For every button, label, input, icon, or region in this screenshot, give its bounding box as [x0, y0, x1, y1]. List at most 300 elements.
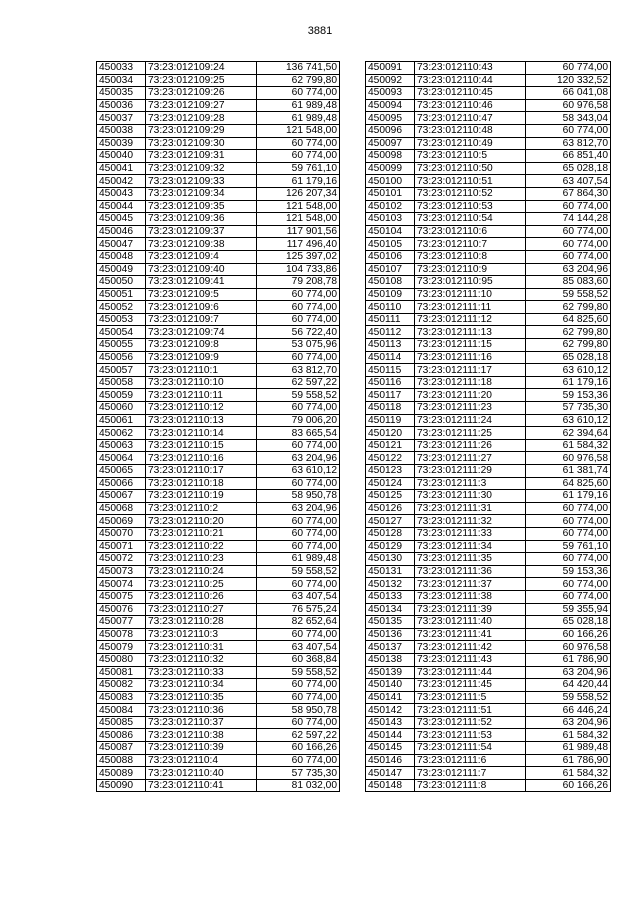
cadastral-number-cell: 73:23:012110:54	[415, 213, 526, 226]
record-number-cell: 450066	[97, 477, 146, 490]
record-number-cell: 450124	[366, 477, 415, 490]
table-row	[97, 679, 340, 692]
table-row	[366, 779, 611, 792]
cadastral-number-cell: 73:23:012111:16	[415, 351, 526, 364]
table-row	[366, 490, 611, 503]
cadastral-number-cell: 73:23:012110:52	[415, 187, 526, 200]
cadastral-number-cell: 73:23:012109:41	[146, 276, 257, 289]
cadastral-number-cell: 73:23:012111:5	[415, 691, 526, 704]
record-number-cell: 450118	[366, 402, 415, 415]
cadastral-number-cell: 73:23:012109:9	[146, 351, 257, 364]
cadastral-number-cell: 73:23:012110:34	[146, 679, 257, 692]
amount-cell: 61 989,48	[257, 553, 340, 566]
record-number-cell: 450144	[366, 729, 415, 742]
table-row	[366, 540, 611, 553]
record-number-cell: 450142	[366, 704, 415, 717]
cadastral-number-cell: 73:23:012109:35	[146, 200, 257, 213]
amount-cell: 60 774,00	[257, 515, 340, 528]
record-number-cell: 450058	[97, 376, 146, 389]
table-row	[97, 716, 340, 729]
table-row	[97, 628, 340, 641]
amount-cell: 117 496,40	[257, 238, 340, 251]
table-row	[97, 477, 340, 490]
amount-cell: 64 825,60	[526, 313, 611, 326]
table-row	[97, 490, 340, 503]
record-number-cell: 450102	[366, 200, 415, 213]
table-row	[366, 250, 611, 263]
table-row	[366, 578, 611, 591]
record-number-cell: 450079	[97, 641, 146, 654]
amount-cell: 61 989,48	[257, 112, 340, 125]
table-row	[97, 351, 340, 364]
record-number-cell: 450065	[97, 465, 146, 478]
cadastral-number-cell: 73:23:012110:3	[146, 628, 257, 641]
record-number-cell: 450041	[97, 162, 146, 175]
cadastral-number-cell: 73:23:012110:22	[146, 540, 257, 553]
amount-cell: 60 774,00	[257, 150, 340, 163]
record-number-cell: 450046	[97, 225, 146, 238]
cadastral-number-cell: 73:23:012109:26	[146, 87, 257, 100]
record-number-cell: 450140	[366, 679, 415, 692]
table-row	[97, 74, 340, 87]
cadastral-number-cell: 73:23:012110:48	[415, 124, 526, 137]
cadastral-number-cell: 73:23:012110:41	[146, 779, 257, 792]
table-row	[97, 603, 340, 616]
amount-cell: 57 735,30	[257, 767, 340, 780]
record-number-cell: 450049	[97, 263, 146, 276]
amount-cell: 59 355,94	[526, 603, 611, 616]
cadastral-number-cell: 73:23:012110:12	[146, 402, 257, 415]
record-number-cell: 450128	[366, 527, 415, 540]
table-row	[366, 716, 611, 729]
amount-cell: 121 548,00	[257, 124, 340, 137]
amount-cell: 60 774,00	[257, 137, 340, 150]
table-row	[366, 477, 611, 490]
table-row	[366, 414, 611, 427]
amount-cell: 126 207,34	[257, 187, 340, 200]
cadastral-number-cell: 73:23:012109:31	[146, 150, 257, 163]
cadastral-number-cell: 73:23:012109:5	[146, 288, 257, 301]
cadastral-number-cell: 73:23:012111:45	[415, 679, 526, 692]
table-row	[366, 175, 611, 188]
amount-cell: 65 028,18	[526, 162, 611, 175]
cadastral-number-cell: 73:23:012110:6	[415, 225, 526, 238]
table-row	[97, 540, 340, 553]
cadastral-number-cell: 73:23:012111:41	[415, 628, 526, 641]
table-row	[366, 339, 611, 352]
amount-cell: 60 774,00	[257, 402, 340, 415]
table-row	[366, 112, 611, 125]
cadastral-number-cell: 73:23:012111:52	[415, 716, 526, 729]
cadastral-number-cell: 73:23:012109:7	[146, 313, 257, 326]
record-number-cell: 450148	[366, 779, 415, 792]
table-row	[366, 679, 611, 692]
amount-cell: 81 032,00	[257, 779, 340, 792]
amount-cell: 61 179,16	[526, 490, 611, 503]
record-number-cell: 450043	[97, 187, 146, 200]
cadastral-number-cell: 73:23:012110:21	[146, 527, 257, 540]
table-row	[366, 62, 611, 75]
cadastral-number-cell: 73:23:012111:6	[415, 754, 526, 767]
cadastral-number-cell: 73:23:012110:37	[146, 716, 257, 729]
record-number-cell: 450067	[97, 490, 146, 503]
table-row	[366, 767, 611, 780]
cadastral-number-cell: 73:23:012109:37	[146, 225, 257, 238]
record-number-cell: 450087	[97, 742, 146, 755]
amount-cell: 63 204,96	[526, 716, 611, 729]
amount-cell: 62 597,22	[257, 376, 340, 389]
cadastral-number-cell: 73:23:012110:9	[415, 263, 526, 276]
record-number-cell: 450088	[97, 754, 146, 767]
table-row	[97, 213, 340, 226]
cadastral-number-cell: 73:23:012111:26	[415, 439, 526, 452]
record-number-cell: 450044	[97, 200, 146, 213]
table-row	[366, 313, 611, 326]
cadastral-number-cell: 73:23:012111:18	[415, 376, 526, 389]
amount-cell: 63 407,54	[257, 641, 340, 654]
record-number-cell: 450127	[366, 515, 415, 528]
record-number-cell: 450117	[366, 389, 415, 402]
record-number-cell: 450045	[97, 213, 146, 226]
record-number-cell: 450108	[366, 276, 415, 289]
record-number-cell: 450141	[366, 691, 415, 704]
cadastral-number-cell: 73:23:012109:8	[146, 339, 257, 352]
table-row	[366, 364, 611, 377]
table-row	[97, 616, 340, 629]
amount-cell: 63 407,54	[526, 175, 611, 188]
cadastral-number-cell: 73:23:012110:46	[415, 99, 526, 112]
amount-cell: 63 610,12	[257, 465, 340, 478]
cadastral-number-cell: 73:23:012110:7	[415, 238, 526, 251]
table-row	[97, 666, 340, 679]
amount-cell: 60 976,58	[526, 641, 611, 654]
table-row	[366, 238, 611, 251]
cadastral-number-cell: 73:23:012109:28	[146, 112, 257, 125]
cadastral-number-cell: 73:23:012111:39	[415, 603, 526, 616]
record-number-cell: 450086	[97, 729, 146, 742]
cadastral-number-cell: 73:23:012111:53	[415, 729, 526, 742]
amount-cell: 60 774,00	[526, 250, 611, 263]
cadastral-number-cell: 73:23:012109:36	[146, 213, 257, 226]
amount-cell: 60 368,84	[257, 653, 340, 666]
table-row	[97, 313, 340, 326]
amount-cell: 60 774,00	[526, 502, 611, 515]
table-row	[97, 465, 340, 478]
cadastral-number-cell: 73:23:012110:36	[146, 704, 257, 717]
record-number-cell: 450090	[97, 779, 146, 792]
record-number-cell: 450076	[97, 603, 146, 616]
record-number-cell: 450055	[97, 339, 146, 352]
table-row	[366, 389, 611, 402]
table-row	[97, 250, 340, 263]
cadastral-number-cell: 73:23:012109:40	[146, 263, 257, 276]
record-number-cell: 450054	[97, 326, 146, 339]
record-number-cell: 450119	[366, 414, 415, 427]
record-number-cell: 450135	[366, 616, 415, 629]
record-number-cell: 450113	[366, 339, 415, 352]
table-row	[366, 553, 611, 566]
record-number-cell: 450095	[366, 112, 415, 125]
record-number-cell: 450063	[97, 439, 146, 452]
amount-cell: 60 774,00	[257, 439, 340, 452]
record-number-cell: 450132	[366, 578, 415, 591]
cadastral-number-cell: 73:23:012110:11	[146, 389, 257, 402]
record-number-cell: 450081	[97, 666, 146, 679]
amount-cell: 61 786,90	[526, 754, 611, 767]
cadastral-number-cell: 73:23:012109:74	[146, 326, 257, 339]
amount-cell: 60 166,26	[526, 779, 611, 792]
amount-cell: 62 799,80	[526, 339, 611, 352]
record-number-cell: 450072	[97, 553, 146, 566]
table-row	[366, 515, 611, 528]
amount-cell: 60 774,00	[526, 238, 611, 251]
record-number-cell: 450106	[366, 250, 415, 263]
amount-cell: 60 774,00	[257, 754, 340, 767]
amount-cell: 61 584,32	[526, 767, 611, 780]
table-row	[97, 779, 340, 792]
amount-cell: 120 332,52	[526, 74, 611, 87]
table-row	[366, 527, 611, 540]
amount-cell: 63 610,12	[526, 364, 611, 377]
cadastral-number-cell: 73:23:012109:34	[146, 187, 257, 200]
amount-cell: 59 761,10	[257, 162, 340, 175]
cadastral-number-cell: 73:23:012110:53	[415, 200, 526, 213]
record-number-cell: 450121	[366, 439, 415, 452]
table-row	[366, 603, 611, 616]
amount-cell: 60 774,00	[526, 590, 611, 603]
record-number-cell: 450069	[97, 515, 146, 528]
cadastral-number-cell: 73:23:012110:20	[146, 515, 257, 528]
record-number-cell: 450111	[366, 313, 415, 326]
table-row	[366, 402, 611, 415]
cadastral-number-cell: 73:23:012111:8	[415, 779, 526, 792]
amount-cell: 74 144,28	[526, 213, 611, 226]
cadastral-number-cell: 73:23:012110:35	[146, 691, 257, 704]
cadastral-number-cell: 73:23:012111:42	[415, 641, 526, 654]
table-row	[366, 628, 611, 641]
cadastral-number-cell: 73:23:012110:13	[146, 414, 257, 427]
record-number-cell: 450042	[97, 175, 146, 188]
cadastral-number-cell: 73:23:012111:35	[415, 553, 526, 566]
table-row	[366, 137, 611, 150]
table-row	[97, 641, 340, 654]
cadastral-number-cell: 73:23:012110:95	[415, 276, 526, 289]
record-number-cell: 450092	[366, 74, 415, 87]
cadastral-number-cell: 73:23:012110:51	[415, 175, 526, 188]
record-number-cell: 450147	[366, 767, 415, 780]
table-row	[97, 150, 340, 163]
amount-cell: 82 652,64	[257, 616, 340, 629]
amount-cell: 60 774,00	[257, 540, 340, 553]
amount-cell: 60 774,00	[257, 691, 340, 704]
amount-cell: 60 166,26	[257, 742, 340, 755]
amount-cell: 63 812,70	[257, 364, 340, 377]
amount-cell: 59 761,10	[526, 540, 611, 553]
table-row	[366, 616, 611, 629]
record-number-cell: 450052	[97, 301, 146, 314]
amount-cell: 61 989,48	[257, 99, 340, 112]
amount-cell: 79 006,20	[257, 414, 340, 427]
page-number: 3881	[307, 25, 333, 37]
table-row	[97, 276, 340, 289]
amount-cell: 121 548,00	[257, 200, 340, 213]
amount-cell: 60 774,00	[257, 578, 340, 591]
table-row	[97, 402, 340, 415]
amount-cell: 85 083,60	[526, 276, 611, 289]
table-row	[366, 213, 611, 226]
table-row	[97, 326, 340, 339]
amount-cell: 60 774,00	[526, 578, 611, 591]
table-row	[366, 691, 611, 704]
amount-cell: 59 153,36	[526, 565, 611, 578]
record-number-cell: 450077	[97, 616, 146, 629]
table-row	[366, 465, 611, 478]
amount-cell: 66 851,40	[526, 150, 611, 163]
amount-cell: 61 381,74	[526, 465, 611, 478]
record-number-cell: 450130	[366, 553, 415, 566]
record-number-cell: 450056	[97, 351, 146, 364]
amount-cell: 59 558,52	[257, 666, 340, 679]
cadastral-number-cell: 73:23:012109:30	[146, 137, 257, 150]
cadastral-number-cell: 73:23:012110:5	[415, 150, 526, 163]
table-row	[366, 565, 611, 578]
cadastral-number-cell: 73:23:012111:25	[415, 427, 526, 440]
record-number-cell: 450083	[97, 691, 146, 704]
cadastral-number-cell: 73:23:012111:51	[415, 704, 526, 717]
record-number-cell: 450033	[97, 62, 146, 75]
amount-cell: 60 774,00	[257, 288, 340, 301]
cadastral-number-cell: 73:23:012109:38	[146, 238, 257, 251]
registry-table-left	[96, 61, 340, 792]
table-row	[366, 200, 611, 213]
amount-cell: 64 420,44	[526, 679, 611, 692]
cadastral-number-cell: 73:23:012110:17	[146, 465, 257, 478]
cadastral-number-cell: 73:23:012111:30	[415, 490, 526, 503]
record-number-cell: 450136	[366, 628, 415, 641]
amount-cell: 61 179,16	[257, 175, 340, 188]
table-row	[366, 225, 611, 238]
amount-cell: 60 774,00	[257, 301, 340, 314]
cadastral-number-cell: 73:23:012111:38	[415, 590, 526, 603]
record-number-cell: 450099	[366, 162, 415, 175]
table-row	[366, 754, 611, 767]
amount-cell: 60 976,58	[526, 99, 611, 112]
table-row	[366, 301, 611, 314]
table-row	[97, 87, 340, 100]
table-row	[366, 376, 611, 389]
table-row	[366, 288, 611, 301]
record-number-cell: 450097	[366, 137, 415, 150]
cadastral-number-cell: 73:23:012110:23	[146, 553, 257, 566]
amount-cell: 64 825,60	[526, 477, 611, 490]
cadastral-number-cell: 73:23:012109:24	[146, 62, 257, 75]
amount-cell: 117 901,56	[257, 225, 340, 238]
cadastral-number-cell: 73:23:012110:50	[415, 162, 526, 175]
amount-cell: 60 774,00	[257, 313, 340, 326]
table-row	[97, 301, 340, 314]
cadastral-number-cell: 73:23:012111:12	[415, 313, 526, 326]
record-number-cell: 450120	[366, 427, 415, 440]
amount-cell: 60 774,00	[257, 527, 340, 540]
record-number-cell: 450093	[366, 87, 415, 100]
amount-cell: 60 774,00	[257, 351, 340, 364]
cadastral-number-cell: 73:23:012111:27	[415, 452, 526, 465]
record-number-cell: 450047	[97, 238, 146, 251]
table-row	[366, 704, 611, 717]
amount-cell: 63 204,96	[257, 452, 340, 465]
record-number-cell: 450038	[97, 124, 146, 137]
cadastral-number-cell: 73:23:012111:29	[415, 465, 526, 478]
amount-cell: 60 774,00	[257, 679, 340, 692]
amount-cell: 121 548,00	[257, 213, 340, 226]
amount-cell: 60 774,00	[526, 527, 611, 540]
table-row	[97, 124, 340, 137]
record-number-cell: 450109	[366, 288, 415, 301]
table-row	[97, 238, 340, 251]
record-number-cell: 450105	[366, 238, 415, 251]
cadastral-number-cell: 73:23:012110:15	[146, 439, 257, 452]
record-number-cell: 450125	[366, 490, 415, 503]
table-row	[97, 62, 340, 75]
table-row	[97, 502, 340, 515]
cadastral-number-cell: 73:23:012111:44	[415, 666, 526, 679]
record-number-cell: 450035	[97, 87, 146, 100]
amount-cell: 63 812,70	[526, 137, 611, 150]
record-number-cell: 450137	[366, 641, 415, 654]
table-row	[97, 590, 340, 603]
record-number-cell: 450122	[366, 452, 415, 465]
amount-cell: 65 028,18	[526, 351, 611, 364]
amount-cell: 60 774,00	[526, 515, 611, 528]
amount-cell: 67 864,30	[526, 187, 611, 200]
record-number-cell: 450134	[366, 603, 415, 616]
record-number-cell: 450057	[97, 364, 146, 377]
amount-cell: 58 343,04	[526, 112, 611, 125]
record-number-cell: 450070	[97, 527, 146, 540]
cadastral-number-cell: 73:23:012110:2	[146, 502, 257, 515]
amount-cell: 61 179,16	[526, 376, 611, 389]
table-row	[97, 767, 340, 780]
record-number-cell: 450037	[97, 112, 146, 125]
amount-cell: 61 584,32	[526, 439, 611, 452]
record-number-cell: 450062	[97, 427, 146, 440]
amount-cell: 104 733,86	[257, 263, 340, 276]
table-row	[366, 162, 611, 175]
record-number-cell: 450129	[366, 540, 415, 553]
cadastral-number-cell: 73:23:012111:37	[415, 578, 526, 591]
table-row	[97, 704, 340, 717]
table-row	[97, 187, 340, 200]
amount-cell: 62 394,64	[526, 427, 611, 440]
cadastral-number-cell: 73:23:012109:27	[146, 99, 257, 112]
amount-cell: 60 774,00	[257, 477, 340, 490]
record-number-cell: 450048	[97, 250, 146, 263]
record-number-cell: 450112	[366, 326, 415, 339]
record-number-cell: 450050	[97, 276, 146, 289]
cadastral-number-cell: 73:23:012111:11	[415, 301, 526, 314]
cadastral-number-cell: 73:23:012110:26	[146, 590, 257, 603]
amount-cell: 79 208,78	[257, 276, 340, 289]
table-row	[97, 339, 340, 352]
cadastral-number-cell: 73:23:012110:43	[415, 62, 526, 75]
cadastral-number-cell: 73:23:012110:49	[415, 137, 526, 150]
record-number-cell: 450104	[366, 225, 415, 238]
amount-cell: 60 774,00	[526, 225, 611, 238]
table-row	[97, 376, 340, 389]
table-row	[97, 754, 340, 767]
registry-table-right	[365, 61, 611, 792]
table-row	[97, 565, 340, 578]
